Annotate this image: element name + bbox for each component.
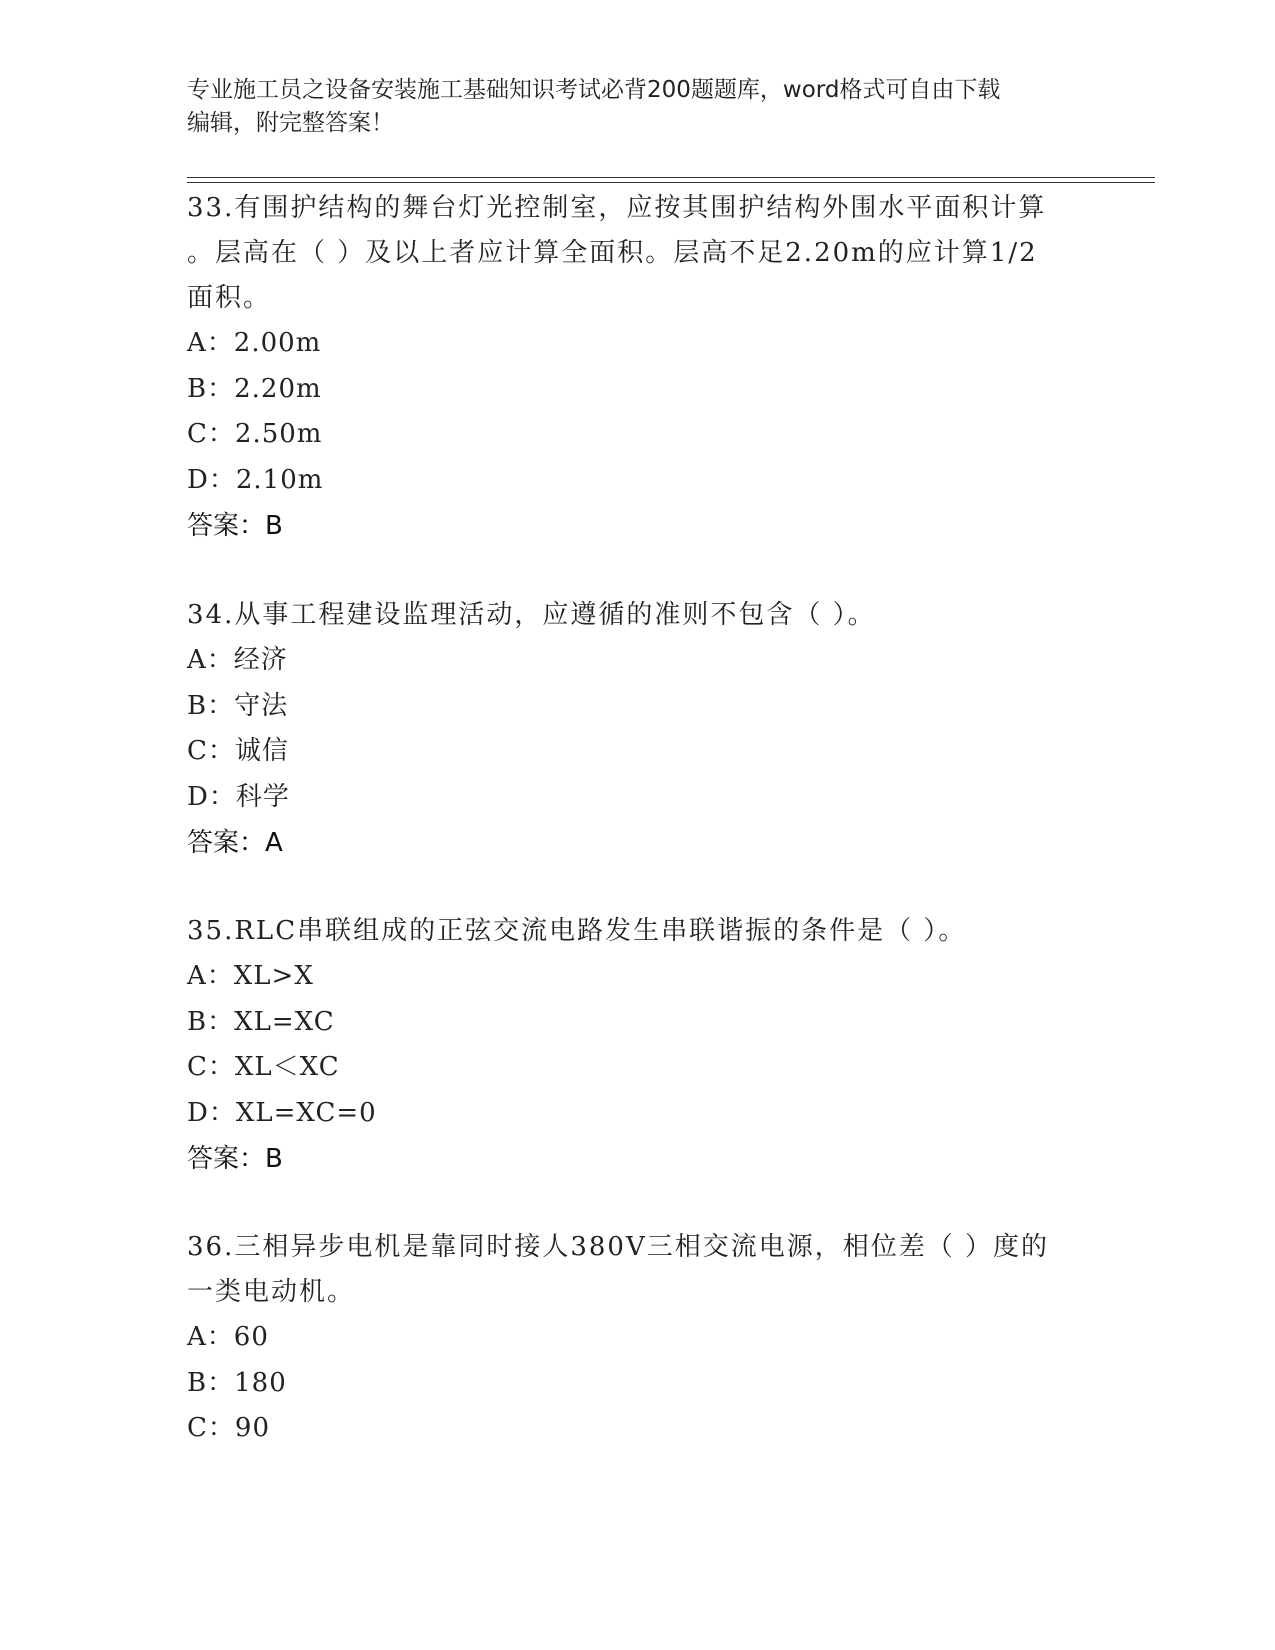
option-letter: D： bbox=[187, 1097, 236, 1128]
option-letter: C： bbox=[187, 1052, 235, 1082]
question-35 bbox=[187, 909, 1087, 1182]
option-d bbox=[187, 1091, 1087, 1137]
option-b bbox=[187, 1000, 1087, 1046]
question-stem-line: 36.三相异步电机是靠同时接人380V三相交流电源，相位差（ ）度的 bbox=[187, 1232, 1050, 1262]
question-stem-line: 34.从事工程建设监理活动，应遵循的准则不包含（ ）。 bbox=[187, 600, 876, 630]
question-stem-line: 33.有围护结构的舞台灯光控制室，应按其围护结构外围水平面积计算 bbox=[187, 193, 1047, 223]
option-text: 2.50m bbox=[234, 419, 323, 449]
option-letter: A： bbox=[187, 328, 234, 358]
answer-line: 答案：B bbox=[187, 1144, 283, 1174]
option-letter: A： bbox=[187, 1322, 234, 1352]
option-a bbox=[187, 321, 1087, 367]
option-text: 60 bbox=[233, 1322, 269, 1352]
document-header bbox=[187, 74, 1077, 140]
option-letter: B： bbox=[187, 1367, 235, 1398]
option-text: 90 bbox=[234, 1413, 270, 1443]
option-letter: B： bbox=[187, 1006, 235, 1037]
option-text: 经济 bbox=[233, 645, 288, 675]
option-letter: A： bbox=[187, 961, 234, 991]
question-34 bbox=[187, 593, 1087, 866]
question-stem-line: 面积。 bbox=[187, 283, 272, 313]
header-line-1: 专业施工员之设备安装施工基础知识考试必背200题题库，word格式可自由下载 bbox=[187, 77, 1001, 103]
option-letter: D： bbox=[187, 464, 236, 495]
option-letter: C： bbox=[187, 419, 235, 449]
option-c bbox=[187, 729, 1087, 775]
option-c bbox=[187, 1406, 1087, 1452]
option-a bbox=[187, 638, 1087, 684]
header-divider-top bbox=[187, 177, 1155, 178]
option-letter: C： bbox=[187, 1413, 235, 1443]
header-line-2: 编辑，附完整答案！ bbox=[187, 110, 394, 136]
option-letter: B： bbox=[187, 690, 235, 721]
question-36 bbox=[187, 1225, 1087, 1452]
option-text: 2.10m bbox=[235, 464, 324, 495]
option-text: 2.00m bbox=[233, 328, 322, 358]
option-text: 守法 bbox=[234, 690, 289, 721]
option-text: XL=XC bbox=[234, 1006, 335, 1037]
answer-line: 答案：B bbox=[187, 511, 283, 541]
option-a bbox=[187, 954, 1087, 1000]
option-c bbox=[187, 1045, 1087, 1091]
question-33 bbox=[187, 186, 1087, 549]
header-divider-bottom bbox=[187, 182, 1155, 183]
option-c bbox=[187, 412, 1087, 458]
option-a bbox=[187, 1315, 1087, 1361]
option-d bbox=[187, 775, 1087, 821]
question-stem-line: 。层高在（ ）及以上者应计算全面积。层高不足2.20m的应计算1/2 bbox=[187, 238, 1038, 268]
option-letter: A： bbox=[187, 645, 234, 675]
option-letter: B： bbox=[187, 373, 235, 404]
option-text: 180 bbox=[234, 1367, 287, 1398]
option-b bbox=[187, 684, 1087, 730]
option-text: 诚信 bbox=[234, 736, 289, 766]
option-letter: D： bbox=[187, 781, 236, 812]
option-text: 科学 bbox=[235, 781, 290, 812]
option-text: XL=XC=0 bbox=[235, 1097, 377, 1128]
option-b bbox=[187, 1361, 1087, 1407]
answer-line: 答案：A bbox=[187, 828, 283, 858]
option-letter: C： bbox=[187, 736, 235, 766]
option-text: XL＜XC bbox=[234, 1052, 340, 1082]
option-b bbox=[187, 367, 1087, 413]
option-text: XL>X bbox=[233, 961, 314, 991]
option-text: 2.20m bbox=[234, 373, 322, 404]
question-stem-line: 一类电动机。 bbox=[187, 1277, 356, 1307]
question-stem-line: 35.RLC串联组成的正弦交流电路发生串联谐振的条件是（ ）。 bbox=[187, 916, 967, 946]
option-d bbox=[187, 458, 1087, 504]
